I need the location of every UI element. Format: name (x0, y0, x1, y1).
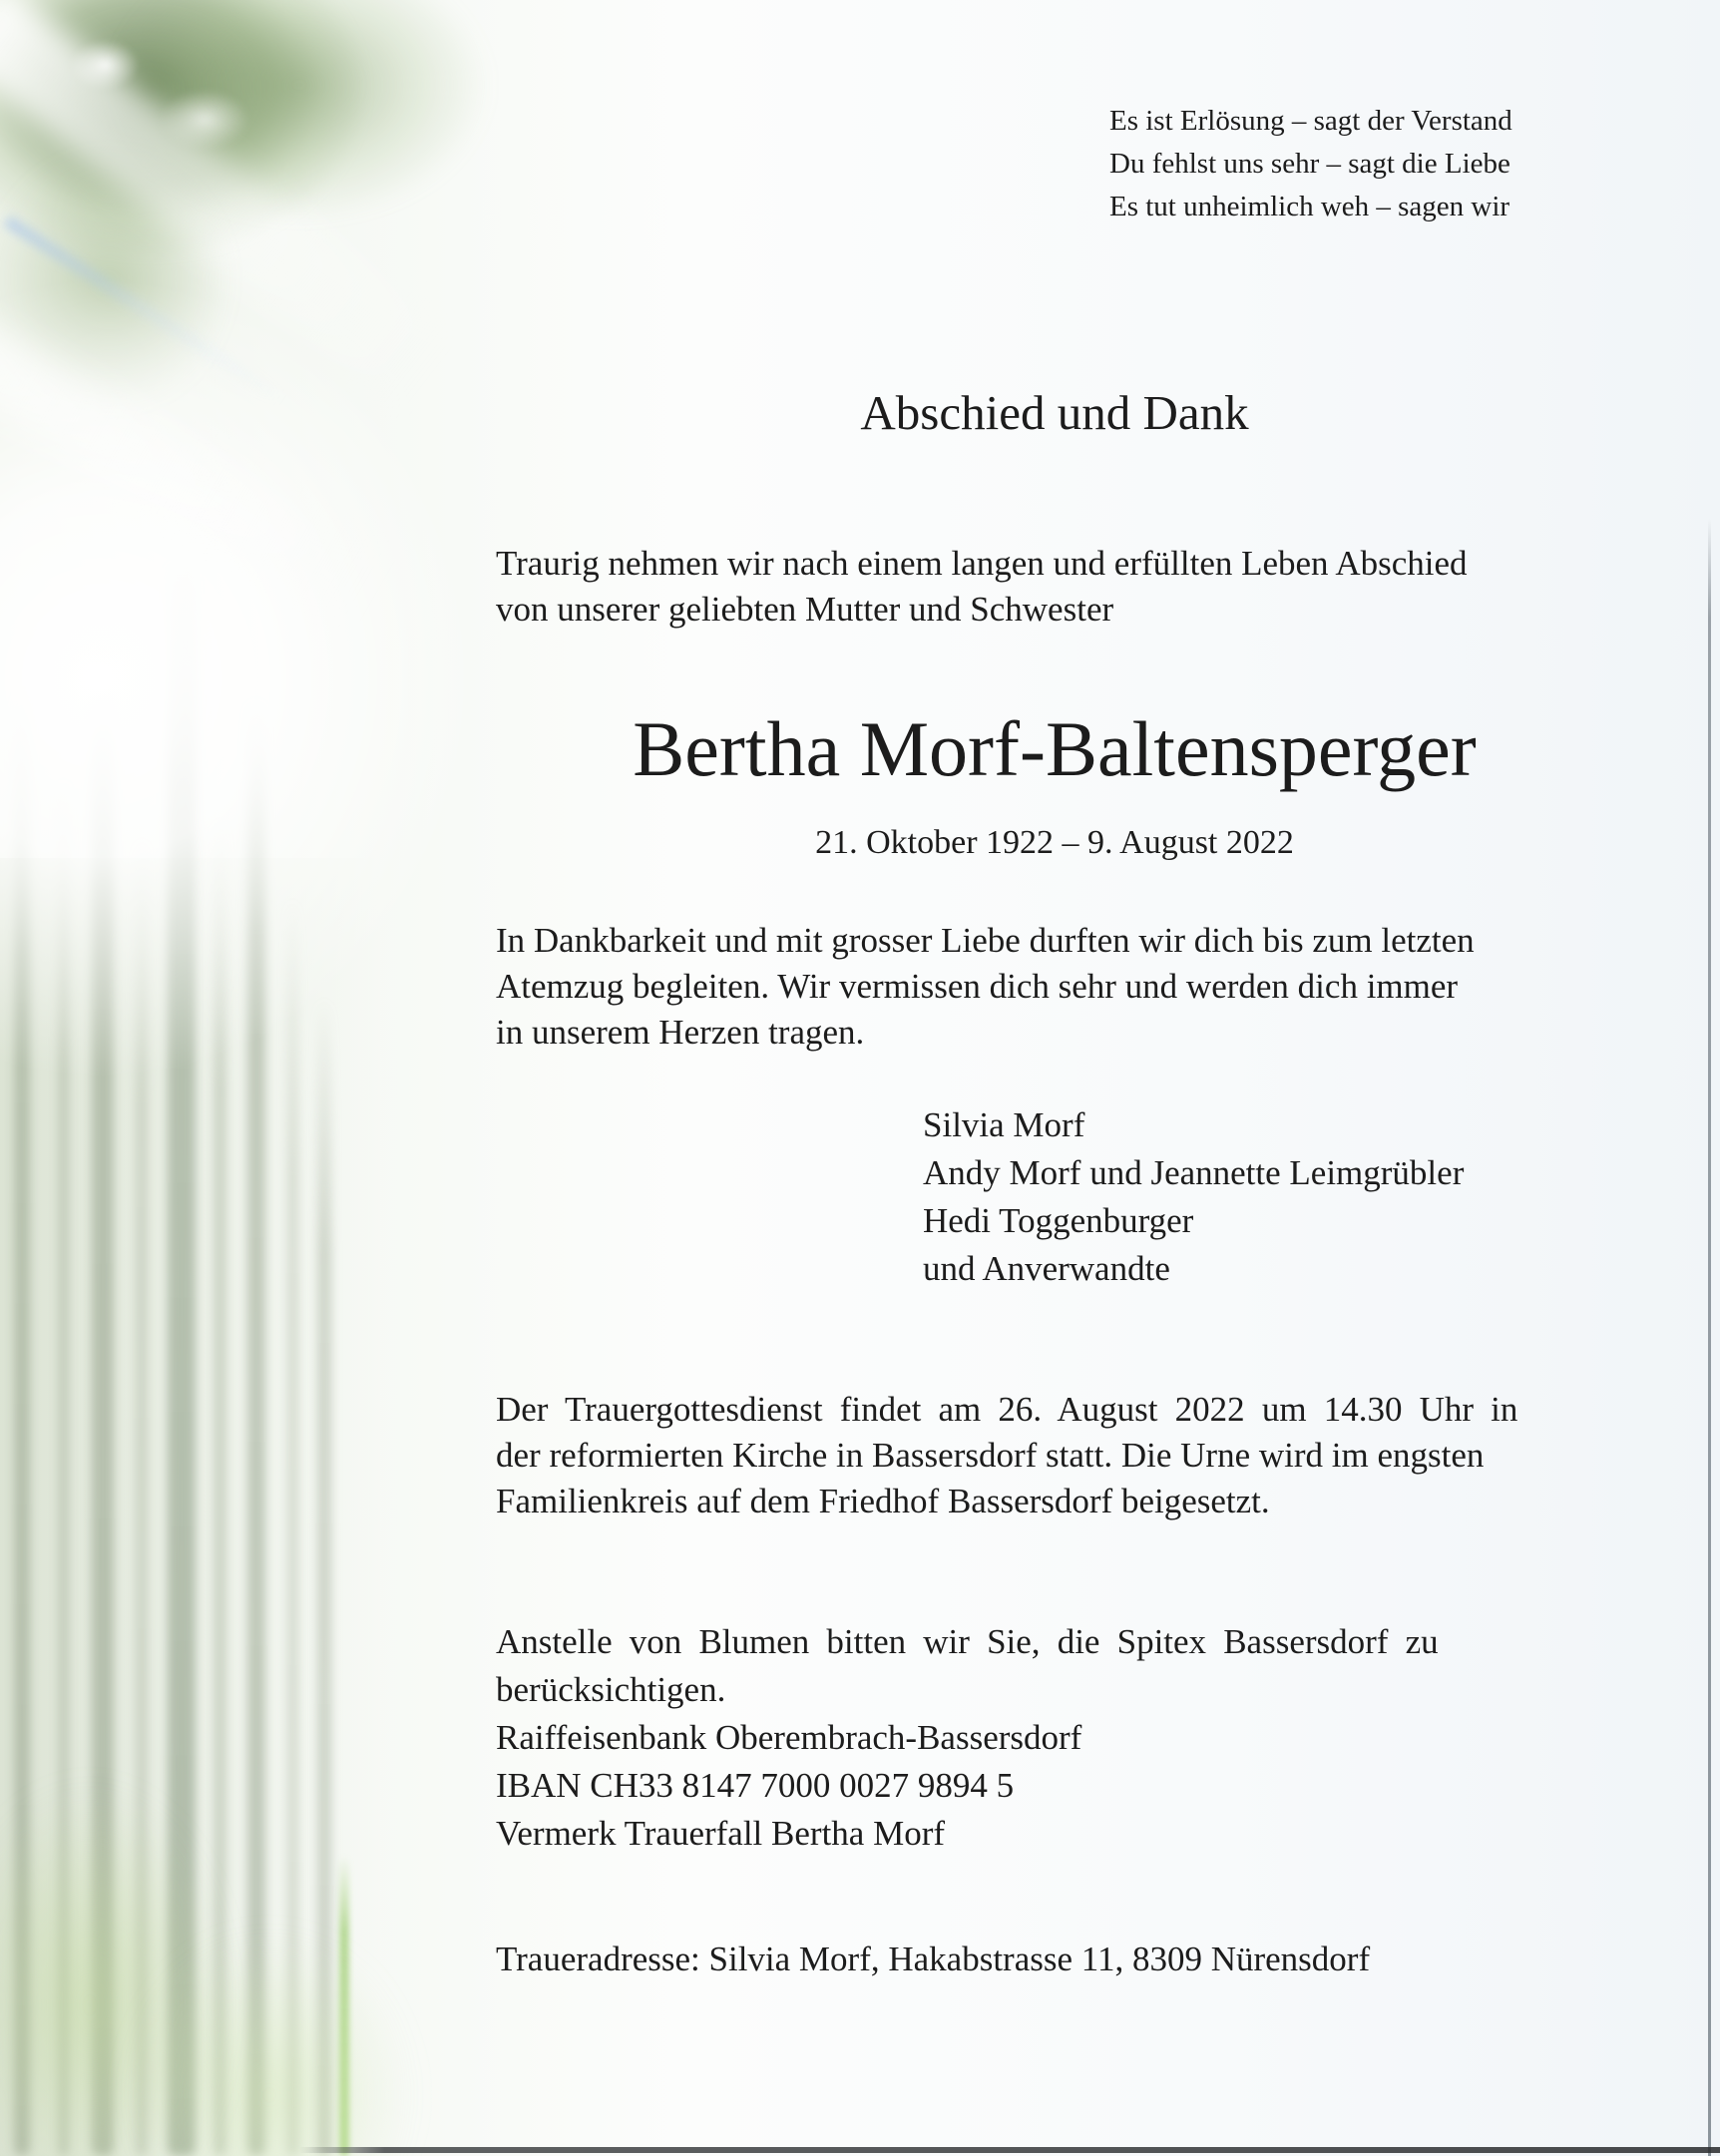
donation-line: Anstelle von Blumen bitten wir Sie, die Spitex Bassersdorf zu (496, 1622, 1439, 1661)
tribute-line: in unserem Herzen tragen. (496, 1013, 865, 1052)
service-line: der reformierten Kirche in Bassersdorf statt. Die Urne wird im engsten (496, 1436, 1485, 1475)
scan-edge-right (1708, 519, 1711, 2156)
deceased-name: Bertha Morf-Baltensperger (633, 705, 1477, 792)
intro-line: Traurig nehmen wir nach einem langen und erfüllten Leben Abschied (496, 544, 1468, 583)
intro-paragraph (496, 541, 1468, 633)
service-line: Der Trauergottesdienst findet am 26. August 2022 um 14.30 Uhr in (496, 1390, 1518, 1429)
tribute-paragraph (496, 918, 1475, 1056)
mourner-name: Andy Morf und Jeannette Leimgrübler (923, 1153, 1465, 1192)
memorial-verse (1109, 100, 1512, 228)
mourning-address: Traueradresse: Silvia Morf, Hakabstrasse 11, 8309 Nürensdorf (496, 1940, 1371, 1978)
mourner-name: Hedi Toggenburger (923, 1201, 1194, 1240)
donation-paragraph (496, 1618, 1439, 1858)
intro-line: von unserer geliebten Mutter und Schwester (496, 590, 1114, 629)
scan-edge-bottom (299, 2147, 1720, 2153)
verse-line: Du fehlst uns sehr – sagt die Liebe (1109, 148, 1510, 180)
tribute-line: In Dankbarkeit und mit grosser Liebe durften wir dich bis zum letzten (496, 921, 1475, 960)
service-paragraph (496, 1387, 1517, 1524)
iban-line: IBAN CH33 8147 7000 0027 9894 5 (496, 1766, 1015, 1805)
notice-title: Abschied und Dank (860, 385, 1249, 440)
service-line: Familienkreis auf dem Friedhof Bassersdorf beigesetzt. (496, 1482, 1270, 1520)
bank-name-line: Raiffeisenbank Oberembrach-Bassersdorf (496, 1718, 1082, 1757)
tribute-line: Atemzug begleiten. Wir vermissen dich sehr und werden dich immer (496, 967, 1459, 1006)
foliage-bush (130, 1936, 409, 2156)
verse-line: Es tut unheimlich weh – sagen wir (1109, 191, 1510, 222)
donation-line: berücksichtigen. (496, 1670, 726, 1709)
mourners-list (923, 1101, 1464, 1293)
mourner-name: Silvia Morf (923, 1105, 1085, 1144)
payment-reference-line: Vermerk Trauerfall Bertha Morf (496, 1814, 946, 1853)
verse-line: Es ist Erlösung – sagt der Verstand (1109, 105, 1512, 137)
life-dates: 21. Oktober 1922 – 9. August 2022 (815, 824, 1294, 861)
mourner-name: und Anverwandte (923, 1249, 1170, 1288)
